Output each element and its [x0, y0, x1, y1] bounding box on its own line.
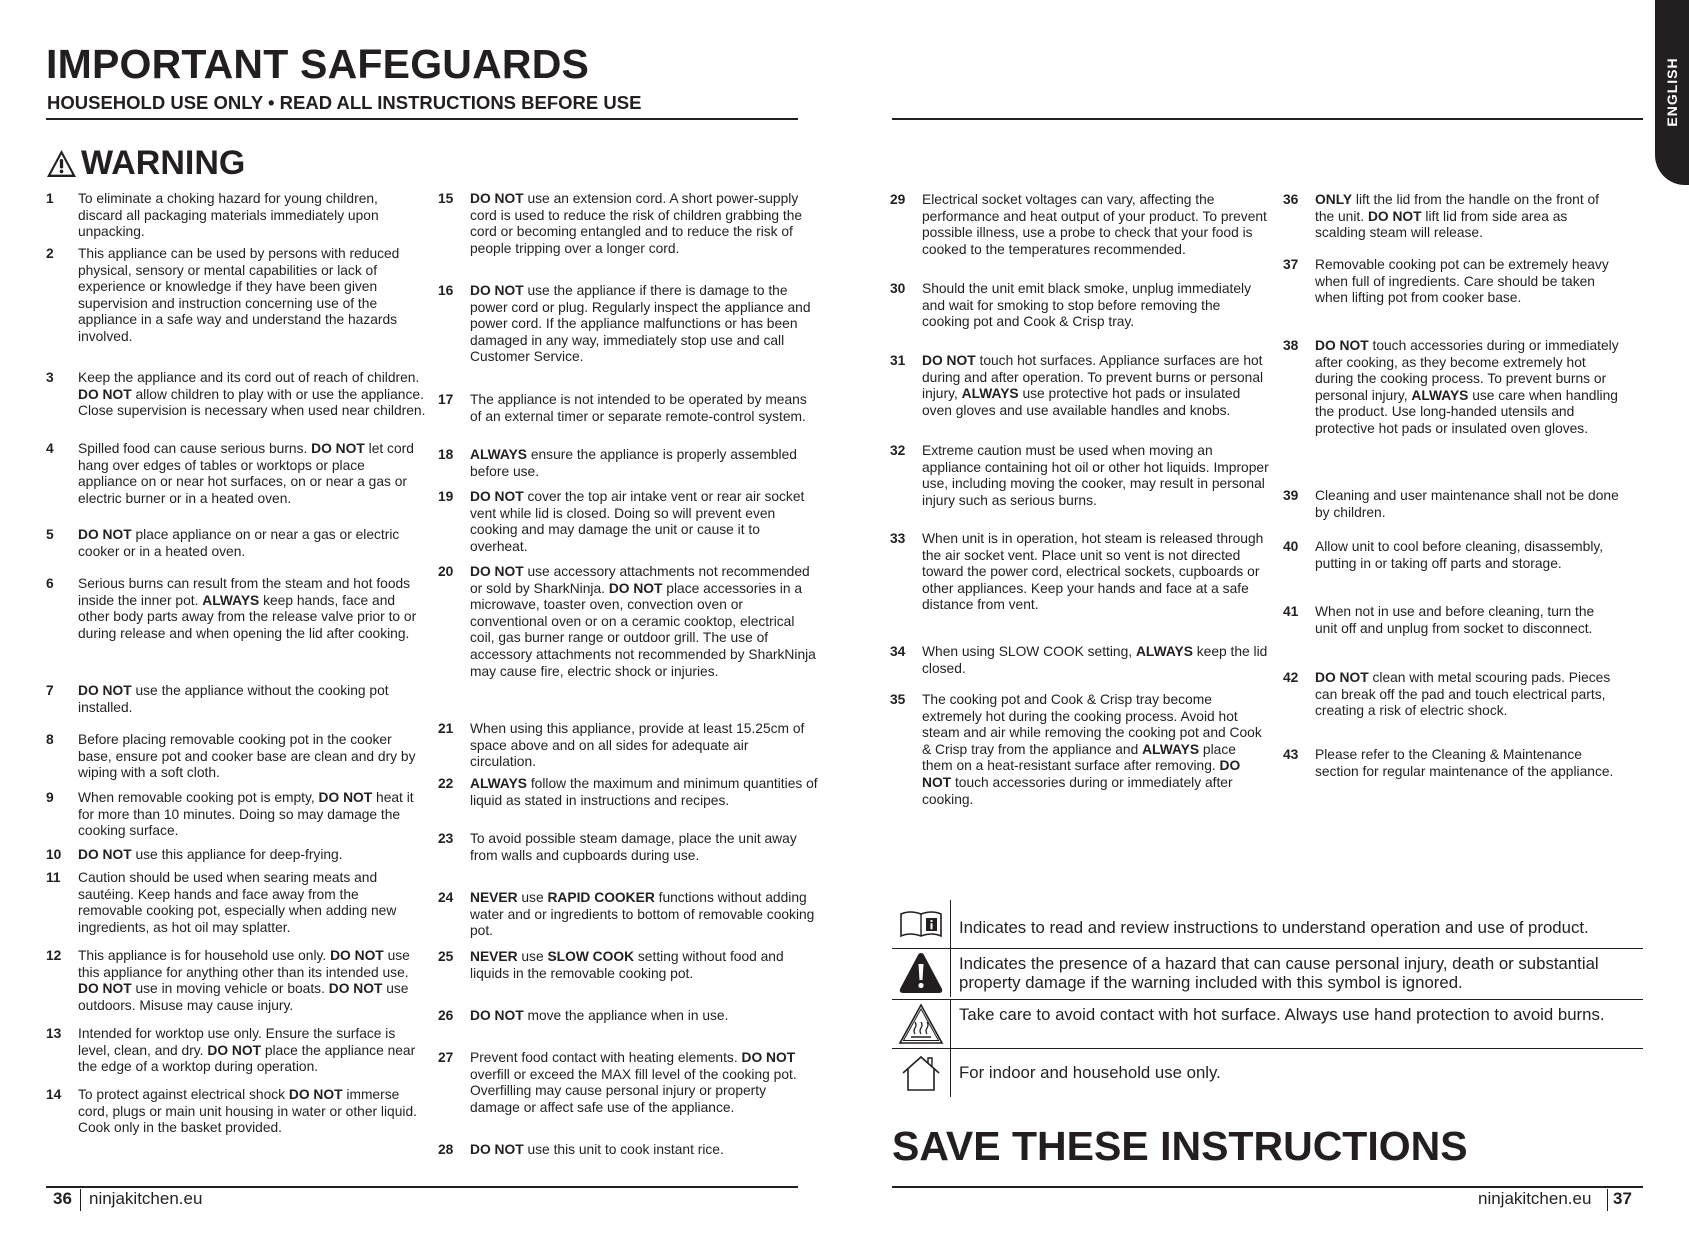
safeguard-text: This appliance can be used by persons with reduced physical, sensory or mental capabilities or lack of experience or knowledge if they have been given supervision and instruction concerning use of the appliance in a safe way and understand the hazards involved. — [78, 246, 400, 344]
safeguard-number: 31 — [890, 353, 906, 368]
safeguard-text: To protect against electrical shock DO NOT immerse cord, plugs or main unit housing in water or other liquid. Cook only in the basket provided. — [78, 1087, 417, 1136]
safeguard-text: Spilled food can cause serious burns. DO NOT let cord hang over edges of tables or worktops or place appliance on or near hot surfaces, on or near a gas or electric burner or in a heated oven. — [78, 441, 414, 506]
footer-rule-left — [46, 1186, 798, 1188]
safeguard-number: 14 — [46, 1087, 62, 1102]
safeguard-number: 6 — [46, 576, 54, 591]
safeguard-number: 15 — [438, 191, 454, 206]
safeguard-text: Should the unit emit black smoke, unplug immediately and wait for smoking to stop before removing the cooking pot and Cook & Crisp tray. — [922, 281, 1251, 330]
safeguard-text: DO NOT use this appliance for deep-frying. — [78, 847, 343, 862]
safeguard-text: Caution should be used when searing meats and sautéing. Keep hands and face away from the removable cooking pot, especially when adding new ingredients, as hot oil may splatter. — [78, 870, 397, 935]
warning-triangle-icon — [46, 149, 77, 178]
safeguard-text: Serious burns can result from the steam and hot foods inside the inner pot. ALWAYS keep hands, face and other body parts away from the release valve prior to or during release and when opening the lid after cooking. — [78, 576, 417, 641]
safeguard-number: 7 — [46, 683, 54, 698]
safeguard-number: 24 — [438, 890, 454, 905]
safeguard-text: To eliminate a choking hazard for young children, discard all packaging materials immediately upon unpacking. — [78, 191, 379, 240]
safeguard-text: DO NOT use an extension cord. A short power-supply cord is used to reduce the risk of children grabbing the cord or becoming entangled and to reduce the risk of people tripping over a longer cord. — [470, 191, 803, 256]
safeguard-number: 17 — [438, 392, 454, 407]
footer-divider-right — [1607, 1189, 1608, 1211]
safeguard-text: Allow unit to cool before cleaning, disassembly, putting in or taking off parts and storage. — [1315, 539, 1604, 571]
safeguard-number: 19 — [438, 489, 454, 504]
safeguard-text: DO NOT place appliance on or near a gas or electric cooker or in a heated oven. — [78, 527, 400, 559]
language-tab — [1655, 0, 1689, 185]
safeguard-number: 5 — [46, 527, 54, 542]
safeguard-number: 20 — [438, 564, 454, 579]
safeguard-text: The cooking pot and Cook & Crisp tray become extremely hot during the cooking process. Avoid hot steam and air while removing the cooking pot and Cook & Crisp tray from the appliance and ALWAYS place them on a heat-resistant surface after removing. DO NOT touch accessories during or immediately after cooking. — [922, 692, 1262, 807]
safeguard-text: DO NOT clean with metal scouring pads. Pieces can break off the pad and touch electrical parts, creating a risk of electric shock. — [1315, 670, 1611, 719]
safeguard-number: 10 — [46, 847, 62, 862]
safeguard-text: DO NOT use the appliance if there is damage to the power cord or plug. Regularly inspect the appliance and power cord. If the appliance malfunctions or has been damaged in any way, immediately stop use and call Customer Service. — [470, 283, 811, 365]
footer-url-left: ninjakitchen.eu — [89, 1189, 203, 1208]
safeguard-number: 41 — [1283, 604, 1299, 619]
safeguard-number: 26 — [438, 1008, 454, 1023]
footer-url-right: ninjakitchen.eu — [1478, 1189, 1592, 1208]
legend-text-indoor: For indoor and household use only. — [959, 1063, 1221, 1082]
safeguard-text: ONLY lift the lid from the handle on the front of the unit. DO NOT lift lid from side area as scalding steam will release. — [1315, 192, 1600, 241]
safeguard-text: DO NOT cover the top air intake vent or rear air socket vent while lid is closed. Doing so will prevent even cooking and may damage the unit or cause it to overheat. — [470, 489, 805, 554]
legend-text-read: Indicates to read and review instructions to understand operation and use of product. — [959, 918, 1589, 937]
legend-row-indoor — [892, 1049, 1643, 1097]
warning-label: WARNING — [81, 144, 246, 182]
safeguard-text: DO NOT use accessory attachments not recommended or sold by SharkNinja. DO NOT place accessories in a microwave, toaster oven, convection oven or conventional oven or on a ceramic cooktop, electrical coil, gas burner range or outdoor grill. The use of accessory attachments not recommended by SharkNinja may cause fire, electric shock or injuries. — [470, 564, 816, 679]
safeguard-text: Removable cooking pot can be extremely heavy when full of ingredients. Care should be taken when lifting pot from cooker base. — [1315, 257, 1609, 306]
safeguard-text: When using SLOW COOK setting, ALWAYS keep the lid closed. — [922, 644, 1268, 676]
safeguard-text: Please refer to the Cleaning & Maintenance section for regular maintenance of the appliance. — [1315, 747, 1614, 779]
safeguard-text: DO NOT use this unit to cook instant rice. — [470, 1142, 724, 1157]
footer-divider-left — [80, 1189, 81, 1211]
safeguard-text: When unit is in operation, hot steam is released through the air socket vent. Place unit so vent is not directed toward the power cord, electrical sockets, cupboards or other appliances. Keep your hands and face at a safe distance from vent. — [922, 531, 1264, 613]
safeguard-text: Extreme caution must be used when moving an appliance containing hot oil or other hot liquids. Improper use, including moving the cooker, may result in personal injury such as serious burns. — [922, 443, 1269, 508]
legend-text-hazard: Indicates the presence of a hazard that can cause personal injury, death or substantial property damage if the warning included with this symbol is ignored. — [959, 954, 1599, 992]
page-number-left: 36 — [53, 1189, 72, 1208]
legend-row-hazard — [892, 949, 1643, 997]
safeguard-text: This appliance is for household use only. DO NOT use this appliance for anything other than its intended use. DO NOT use in moving vehicle or boats. DO NOT use outdoors. Misuse may cause injury. — [78, 948, 410, 1013]
safeguard-text: ALWAYS follow the maximum and minimum quantities of liquid as stated in instructions and recipes. — [470, 776, 818, 808]
safeguard-number: 34 — [890, 644, 906, 659]
legend-row-hot — [892, 1000, 1643, 1048]
hazard-warning-icon — [892, 949, 951, 997]
safeguard-text: Cleaning and user maintenance shall not be done by children. — [1315, 488, 1619, 520]
safeguard-number: 37 — [1283, 257, 1299, 272]
save-instructions-title: SAVE THESE INSTRUCTIONS — [892, 1123, 1468, 1169]
safeguard-number: 18 — [438, 447, 454, 462]
safeguard-number: 1 — [46, 191, 54, 206]
safeguard-number: 13 — [46, 1026, 62, 1041]
safeguard-number: 30 — [890, 281, 906, 296]
safeguard-text: DO NOT move the appliance when in use. — [470, 1008, 729, 1023]
safeguard-number: 25 — [438, 949, 454, 964]
safeguard-number: 36 — [1283, 192, 1299, 207]
safeguard-number: 3 — [46, 370, 54, 385]
safeguard-text: Electrical socket voltages can vary, affecting the performance and heat output of your product. To prevent possible illness, use a probe to check that your food is cooked to the temperatures recommended. — [922, 192, 1267, 257]
legend-text-hot: Take care to avoid contact with hot surface. Always use hand protection to avoid burns. — [959, 1005, 1605, 1024]
legend-row-read — [892, 900, 1643, 948]
safeguard-text: NEVER use RAPID COOKER functions without adding water and or ingredients to bottom of removable cooking pot. — [470, 890, 815, 939]
header-rule-right — [892, 118, 1643, 120]
safeguard-number: 9 — [46, 790, 54, 805]
footer-rule-right — [892, 1186, 1643, 1188]
safeguard-text: NEVER use SLOW COOK setting without food and liquids in the removable cooking pot. — [470, 949, 784, 981]
safeguard-number: 23 — [438, 831, 454, 846]
hot-surface-icon — [892, 1000, 951, 1048]
safeguard-number: 11 — [46, 870, 61, 885]
safeguard-text: When removable cooking pot is empty, DO NOT heat it for more than 10 minutes. Doing so may damage the cooking surface. — [78, 790, 414, 839]
safeguard-number: 39 — [1283, 488, 1299, 503]
safeguard-number: 32 — [890, 443, 906, 458]
safeguard-text: ALWAYS ensure the appliance is properly assembled before use. — [470, 447, 797, 479]
safeguard-text: The appliance is not intended to be operated by means of an external timer or separate remote-control system. — [470, 392, 807, 424]
page-subtitle: HOUSEHOLD USE ONLY • READ ALL INSTRUCTIONS BEFORE USE — [47, 92, 642, 113]
safeguard-number: 12 — [46, 948, 62, 963]
safeguard-number: 22 — [438, 776, 454, 791]
safeguard-number: 40 — [1283, 539, 1299, 554]
safeguard-text: Prevent food contact with heating elements. DO NOT overfill or exceed the MAX fill level of the cooking pot. Overfilling may cause personal injury or property damage or affect safe use of the appliance. — [470, 1050, 797, 1115]
page-title: IMPORTANT SAFEGUARDS — [46, 41, 590, 87]
indoor-house-icon — [892, 1049, 951, 1097]
safeguard-number: 2 — [46, 246, 54, 261]
safeguard-number: 35 — [890, 692, 906, 707]
safeguard-number: 43 — [1283, 747, 1299, 762]
safeguard-number: 42 — [1283, 670, 1299, 685]
page-number-right: 37 — [1613, 1189, 1632, 1208]
safeguard-text: DO NOT touch hot surfaces. Appliance surfaces are hot during and after operation. To prevent burns or personal injury, ALWAYS use protective hot pads or insulated oven gloves and use available handles and knobs. — [922, 353, 1264, 418]
warning-heading — [46, 143, 245, 183]
safeguard-text: To avoid possible steam damage, place the unit away from walls and cupboards during use. — [470, 831, 797, 863]
safeguard-number: 38 — [1283, 338, 1299, 353]
header-rule-left — [46, 118, 798, 120]
safeguard-number: 4 — [46, 441, 54, 456]
safeguard-text: When not in use and before cleaning, turn the unit off and unplug from socket to disconnect. — [1315, 604, 1595, 636]
read-instructions-icon — [892, 900, 951, 948]
safeguard-number: 8 — [46, 732, 54, 747]
safeguard-text: DO NOT use the appliance without the cooking pot installed. — [78, 683, 389, 715]
safeguard-text: DO NOT touch accessories during or immediately after cooking, as they become extremely hot during the cooking process. To prevent burns or personal injury, ALWAYS use care when handling the product. Use long-handed utensils and protective hot pads or insulated oven gloves. — [1315, 338, 1619, 436]
safeguard-number: 28 — [438, 1142, 454, 1157]
safeguard-number: 29 — [890, 192, 906, 207]
safeguard-number: 27 — [438, 1050, 454, 1065]
safeguard-text: Before placing removable cooking pot in the cooker base, ensure pot and cooker base are clean and dry by wiping with a soft cloth. — [78, 732, 416, 781]
safeguard-text: When using this appliance, provide at least 15.25cm of space above and on all sides for adequate air circulation. — [470, 721, 805, 770]
safeguard-number: 16 — [438, 283, 454, 298]
safeguard-text: Intended for worktop use only. Ensure the surface is level, clean, and dry. DO NOT place the appliance near the edge of a worktop during operation. — [78, 1026, 416, 1075]
safeguard-text: Keep the appliance and its cord out of reach of children. DO NOT allow children to play with or use the appliance. Close supervision is necessary when used near children. — [78, 370, 426, 419]
language-tab-label: ENGLISH — [1664, 57, 1680, 127]
safeguard-number: 33 — [890, 531, 906, 546]
safeguard-number: 21 — [438, 721, 454, 736]
